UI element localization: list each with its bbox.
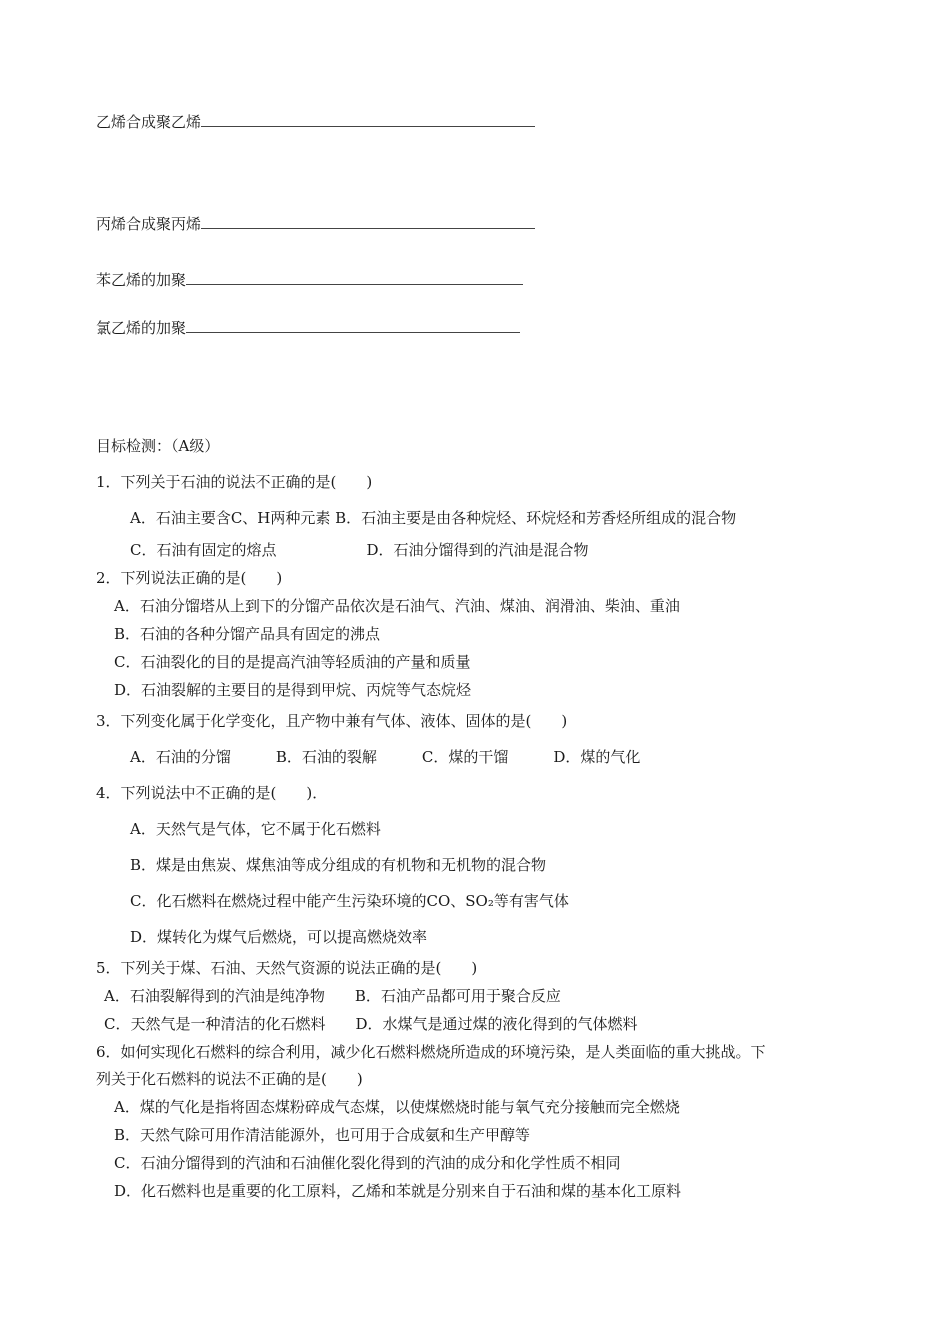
question-option-row: D．石油裂解的主要目的是得到甲烷、丙烷等气态烷烃 (114, 681, 472, 699)
question-option-row: D．化石燃料也是重要的化工原料，乙烯和苯就是分别来自于石油和煤的基本化工原料 (114, 1182, 682, 1200)
question-option-row: C．化石燃料在燃烧过程中能产生污染环境的CO、SO₂等有害气体 (130, 892, 569, 910)
answer-blank[interactable] (201, 214, 535, 229)
question-option-row: C．石油裂化的目的是提高汽油等轻质油的产量和质量 (114, 653, 471, 671)
fill-in-2 (96, 214, 535, 234)
question-option-row: A．煤的气化是指将固态煤粉碎成气态煤，以使煤燃烧时能与氧气充分接触而完全燃烧 (114, 1098, 680, 1116)
fill-in-label: 苯乙烯的加聚 (96, 271, 187, 289)
question-option-row: B．煤是由焦炭、煤焦油等成分组成的有机物和无机物的混合物 (130, 856, 547, 874)
question-option-row: C．石油分馏得到的汽油和石油催化裂化得到的汽油的成分和化学性质不相同 (114, 1154, 621, 1172)
question-option-row: A．石油裂解得到的汽油是纯净物 B．石油产品都可用于聚合反应 (104, 987, 561, 1005)
question-option-row: C．石油有固定的熔点 D．石油分馏得到的汽油是混合物 (130, 541, 589, 559)
answer-blank[interactable] (201, 112, 535, 127)
answer-blank[interactable] (186, 318, 520, 333)
fill-in-3 (96, 270, 523, 290)
question-option-row: B．石油的各种分馏产品具有固定的沸点 (114, 625, 381, 643)
question-stem: 4．下列说法中不正确的是( )． (96, 784, 328, 802)
question-option-row: C．天然气是一种清洁的化石燃料 D．水煤气是通过煤的液化得到的气体燃料 (104, 1015, 638, 1033)
question-option-row: B．天然气除可用作清洁能源外，也可用于合成氨和生产甲醇等 (114, 1126, 531, 1144)
question-option-row: A．天然气是气体，它不属于化石燃料 (130, 820, 381, 838)
question-option-row: A．石油主要含C、H两种元素 B．石油主要是由各种烷烃、环烷烃和芳香烃所组成的混合物 (130, 509, 737, 527)
section-title: 目标检测：（A级） (96, 437, 220, 455)
question-stem: 1．下列关于石油的说法不正确的是( ) (96, 473, 373, 491)
question-option-row: A．石油分馏塔从上到下的分馏产品依次是石油气、汽油、煤油、润滑油、柴油、重油 (114, 597, 680, 615)
question-stem: 5．下列关于煤、石油、天然气资源的说法正确的是( ) (96, 959, 478, 977)
question-stem: 3．下列变化属于化学变化，且产物中兼有气体、液体、固体的是( ) (96, 712, 568, 730)
answer-blank[interactable] (186, 270, 523, 285)
fill-in-label: 氯乙烯的加聚 (96, 319, 187, 337)
fill-in-4 (96, 318, 520, 338)
question-stem-continued: 列关于化石燃料的说法不正确的是( ) (96, 1070, 363, 1088)
question-stem: 2．下列说法正确的是( ) (96, 569, 283, 587)
fill-in-label: 丙烯合成聚丙烯 (96, 215, 202, 233)
fill-in-label: 乙烯合成聚乙烯 (96, 113, 202, 131)
fill-in-1 (96, 112, 535, 132)
question-option-row: A．石油的分馏 B．石油的裂解 C．煤的干馏 D．煤的气化 (130, 748, 641, 766)
question-stem: 6．如何实现化石燃料的综合利用，减少化石燃料燃烧所造成的环境污染，是人类面临的重大挑战。下 (96, 1043, 766, 1061)
question-option-row: D．煤转化为煤气后燃烧，可以提高燃烧效率 (130, 928, 428, 946)
